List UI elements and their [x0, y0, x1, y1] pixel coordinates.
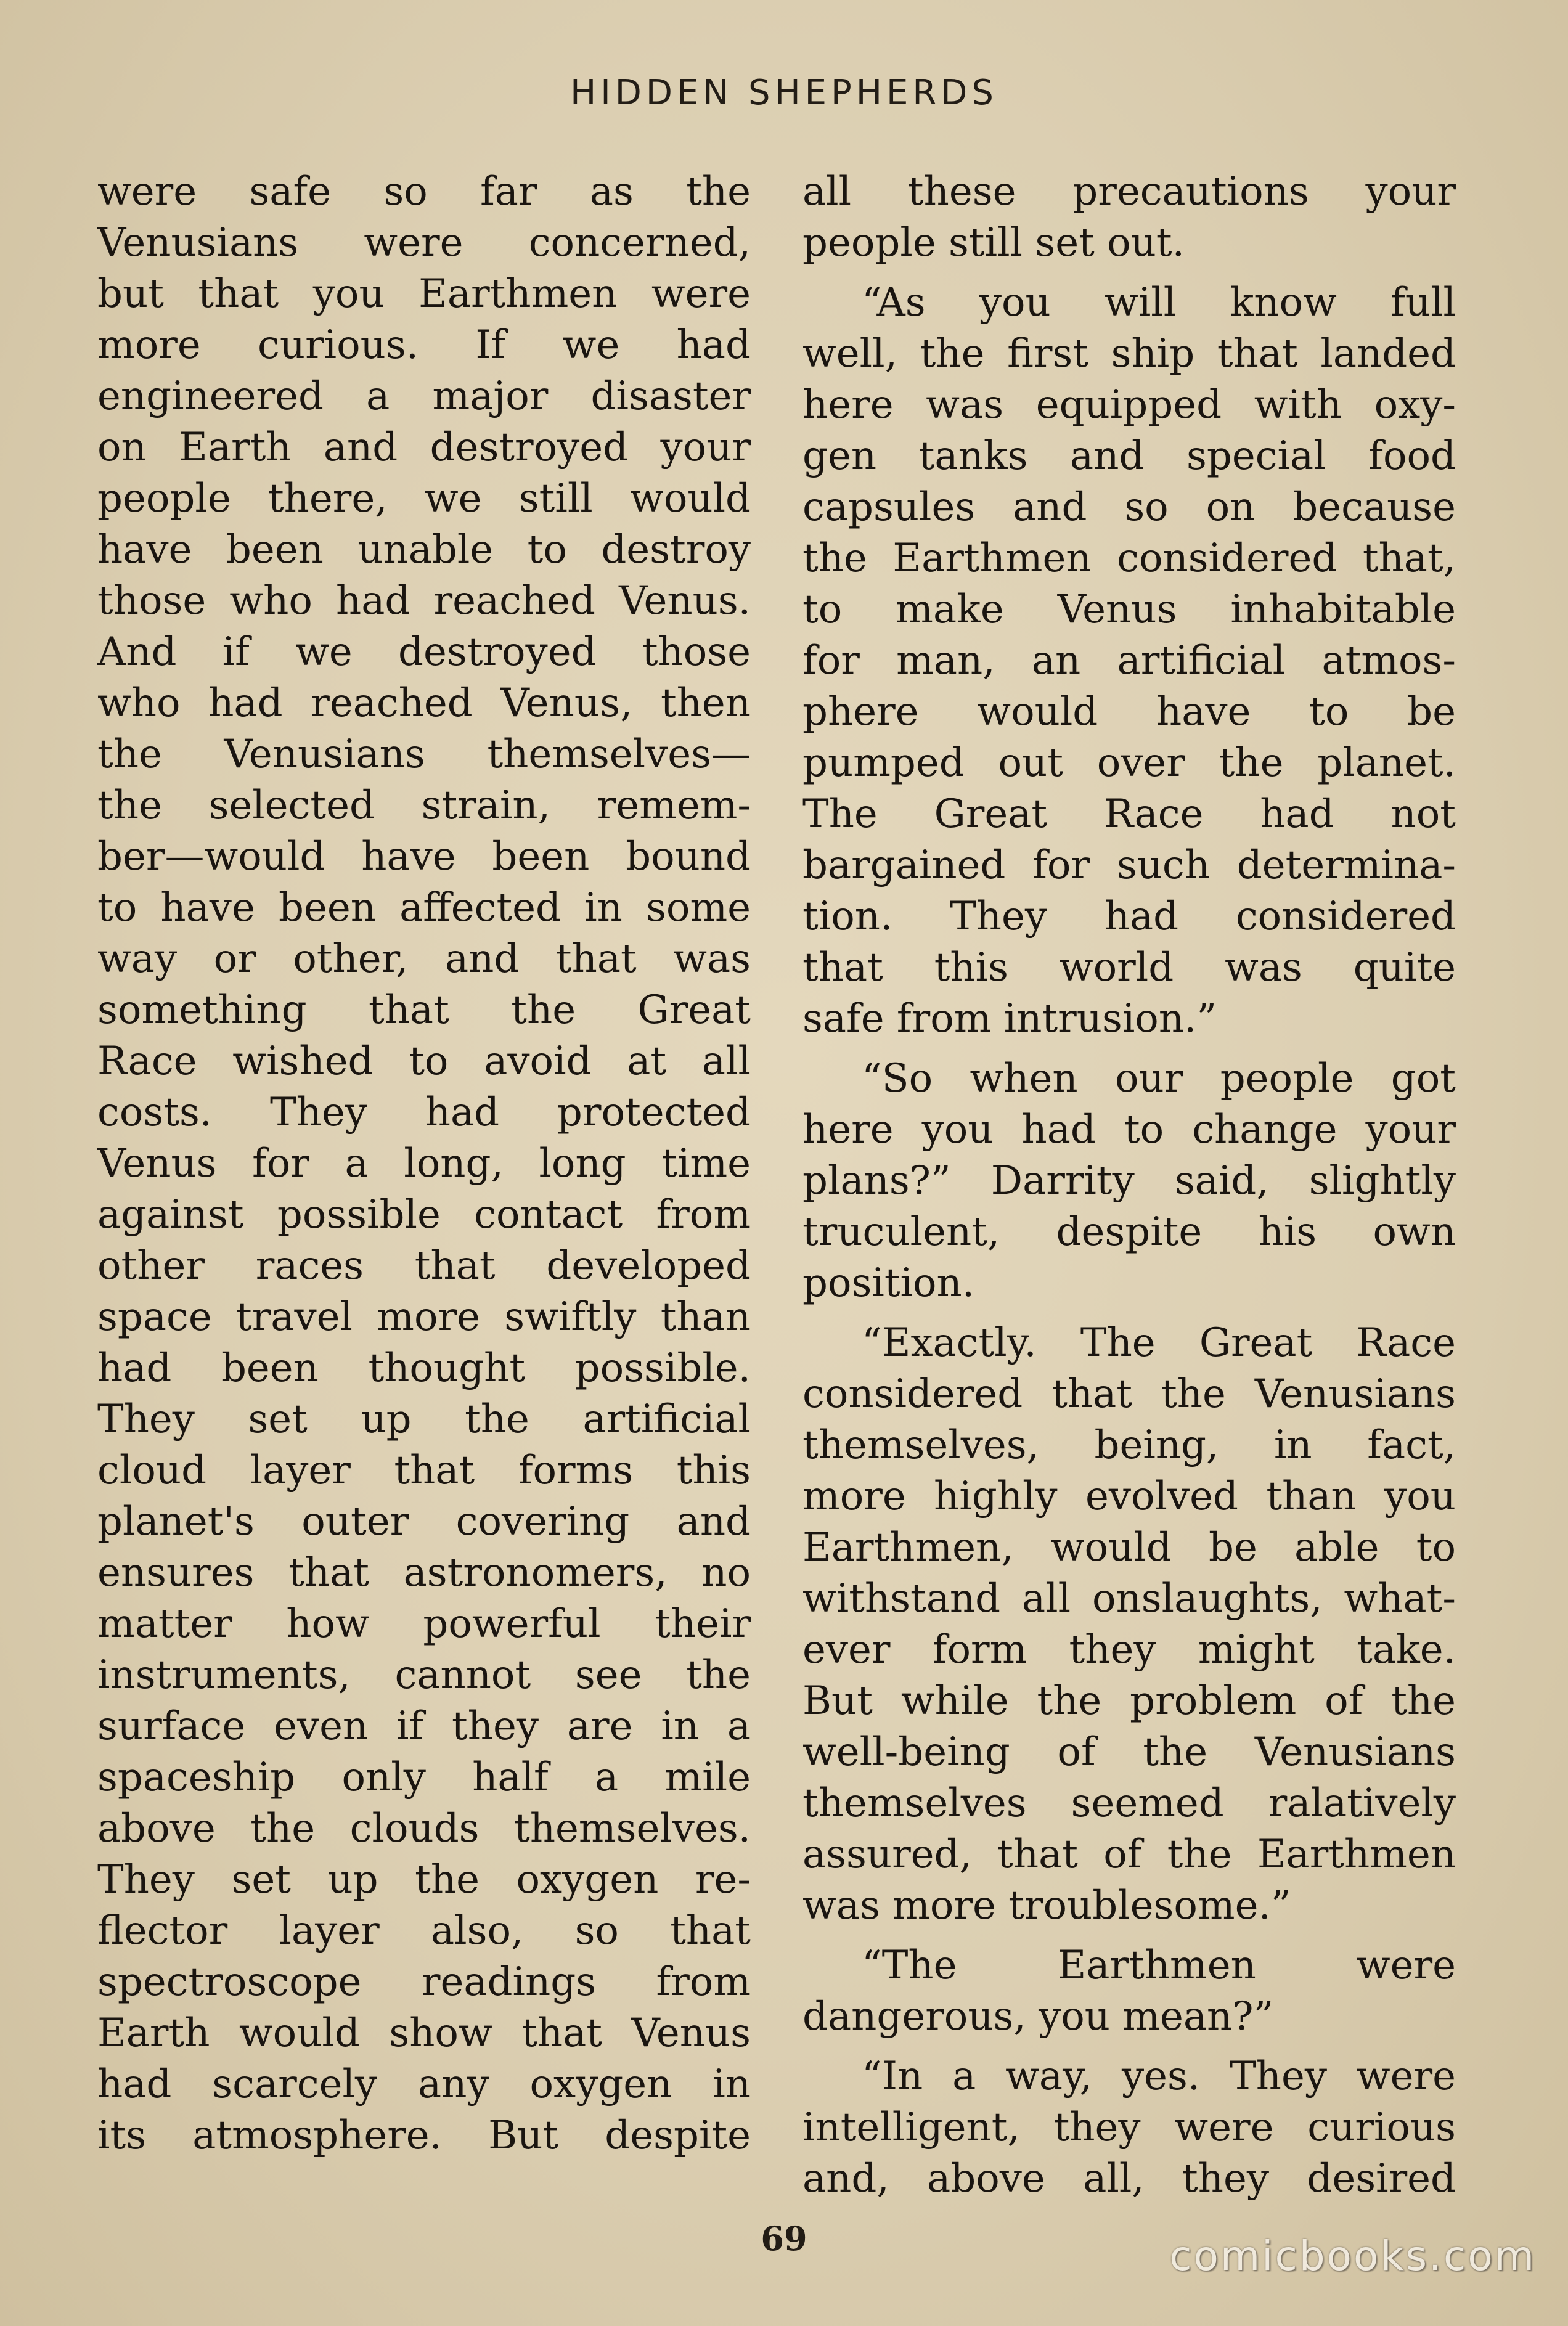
text-line: Venusians were concerned,: [97, 220, 751, 266]
text-line: people still set out.: [802, 220, 1185, 266]
text-line: bargained for such determina-: [802, 843, 1456, 888]
text-line: those who had reached Venus.: [97, 578, 751, 624]
text-line: “Exactly. The Great Race: [862, 1320, 1456, 1366]
text-line: but that you Earthmen were: [97, 271, 751, 317]
text-line: matter how powerful their: [97, 1601, 751, 1647]
text-line: flector layer also, so that: [97, 1908, 751, 1954]
text-line: against possible contact from: [97, 1192, 751, 1238]
text-line: position.: [802, 1260, 975, 1306]
page-number: 69: [761, 2219, 807, 2258]
text-line: and, above all, they desired: [802, 2156, 1456, 2202]
text-line: pumped out over the planet.: [802, 740, 1456, 786]
text-line: space travel more swiftly than: [97, 1294, 751, 1340]
text-line: cloud layer that forms this: [97, 1448, 751, 1493]
text-line: They set up the oxygen re-: [97, 1857, 751, 1903]
text-line: themselves seemed ralatively: [802, 1781, 1456, 1826]
text-line: And if we destroyed those: [97, 629, 751, 675]
text-line: costs. They had protected: [97, 1090, 751, 1135]
watermark: comicbooks.com: [1169, 2232, 1536, 2280]
text-line: planet's outer covering and: [97, 1499, 751, 1545]
text-line: well-being of the Venusians: [802, 1729, 1456, 1775]
text-line: Race wished to avoid at all: [97, 1039, 751, 1084]
text-line: had scarcely any oxygen in: [97, 2062, 751, 2107]
text-line: ever form they might take.: [802, 1627, 1456, 1673]
text-line: plans?” Darrity said, slightly: [802, 1158, 1456, 1204]
text-line: capsules and so on because: [802, 484, 1456, 530]
text-line: the selected strain, remem-: [97, 783, 751, 828]
text-line: to make Venus inhabitable: [802, 587, 1456, 632]
text-line: Earthmen, would be able to: [802, 1525, 1456, 1570]
text-line: Venus for a long, long time: [97, 1141, 751, 1186]
text-line: have been unable to destroy: [97, 527, 751, 573]
text-line: themselves, being, in fact,: [802, 1422, 1456, 1468]
text-line: surface even if they are in a: [97, 1704, 751, 1749]
text-line: “As you will know full: [862, 280, 1456, 325]
text-line: instruments, cannot see the: [97, 1652, 751, 1698]
text-line: who had reached Venus, then: [97, 680, 751, 726]
text-line: other races that developed: [97, 1243, 751, 1289]
text-line: “So when our people got: [862, 1056, 1456, 1101]
text-line: phere would have to be: [802, 689, 1456, 735]
text-line: here you had to change your: [802, 1107, 1456, 1153]
text-line: above the clouds themselves.: [97, 1806, 751, 1851]
text-line: truculent, despite his own: [802, 1209, 1456, 1255]
text-line: here was equipped with oxy-: [802, 382, 1456, 428]
text-line: considered that the Venusians: [802, 1371, 1456, 1417]
text-line: intelligent, they were curious: [802, 2105, 1456, 2150]
text-line: had been thought possible.: [97, 1345, 751, 1391]
text-line: safe from intrusion.”: [802, 996, 1217, 1042]
text-line: the Earthmen considered that,: [802, 536, 1456, 581]
text-line: withstand all onslaughts, what-: [802, 1576, 1456, 1622]
text-line: people there, we still would: [97, 476, 751, 521]
text-line: tion. They had considered: [802, 894, 1456, 939]
text-line: gen tanks and special food: [802, 433, 1456, 479]
text-line: “The Earthmen were: [862, 1943, 1456, 1988]
text-line: the Venusians themselves—: [97, 732, 751, 777]
text-line: to have been affected in some: [97, 885, 751, 931]
text-line: engineered a major disaster: [97, 373, 751, 419]
text-line: But while the problem of the: [802, 1678, 1456, 1724]
text-line: assured, that of the Earthmen: [802, 1832, 1456, 1877]
text-line: its atmosphere. But despite: [97, 2113, 751, 2158]
text-line: spaceship only half a mile: [97, 1755, 751, 1800]
text-line: on Earth and destroyed your: [97, 425, 751, 470]
text-line: more highly evolved than you: [802, 1474, 1456, 1519]
text-line: all these precautions your: [802, 169, 1456, 214]
text-line: The Great Race had not: [802, 791, 1456, 837]
text-line: something that the Great: [97, 987, 751, 1033]
text-line: ensures that astronomers, no: [97, 1550, 751, 1596]
text-line: dangerous, you mean?”: [802, 1994, 1274, 2039]
text-line: more curious. If we had: [97, 322, 751, 368]
text-line: ber—would have been bound: [97, 834, 751, 879]
text-line: “In a way, yes. They were: [862, 2054, 1456, 2099]
text-line: way or other, and that was: [97, 936, 751, 982]
text-line: for man, an artificial atmos-: [802, 638, 1456, 684]
running-head: HIDDEN SHEPHERDS: [570, 73, 998, 113]
text-line: Earth would show that Venus: [97, 2010, 751, 2056]
text-line: well, the first ship that landed: [802, 331, 1456, 377]
text-line: that this world was quite: [802, 945, 1456, 990]
text-line: spectroscope readings from: [97, 1959, 751, 2005]
text-column-right: [802, 166, 1456, 2205]
text-line: was more troublesome.”: [802, 1883, 1291, 1928]
text-line: They set up the artificial: [97, 1397, 751, 1442]
text-column-left: [97, 166, 751, 2161]
text-line: were safe so far as the: [97, 169, 751, 214]
